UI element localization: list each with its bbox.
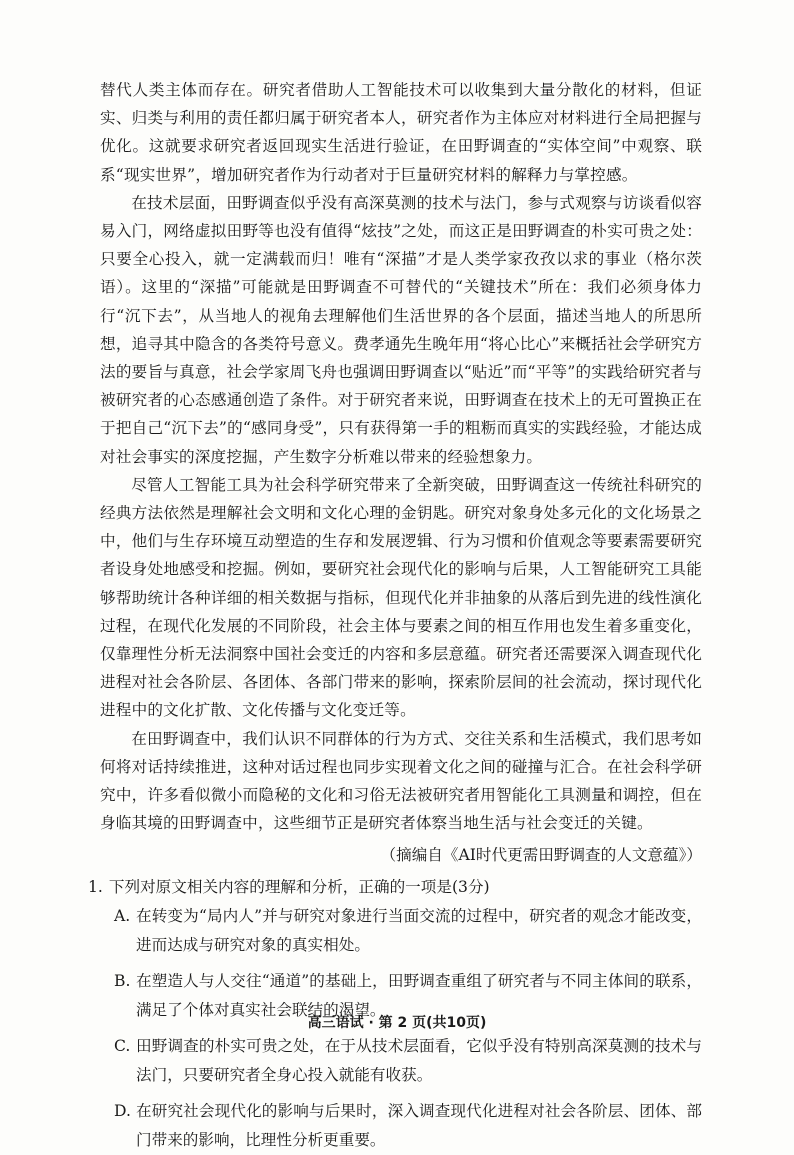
- passage-paragraph-4: 在田野调查中，我们认识不同群体的行为方式、交往关系和生活模式，我们思考如何将对话持续推进，这种对话过程也同步实现着文化之间的碰撞与汇合。在社会科学研究中，许多看似微小而隐秘的文化和习俗无法被研究者用智能化工具测量和调控，但在身临其境的田野调查中，这些细节正是研究者体察当地生活与社会变迁的关键。: [100, 729, 702, 833]
- option-d-text: 在研究社会现代化的影响与后果时，深入调查现代化进程对社会各阶层、团体、部门带来的影响，比理性分析更重要。: [136, 1102, 702, 1150]
- question-number: 1.: [88, 878, 103, 897]
- source-citation: （摘编自《AI时代更需田野调查的人文意蕴》）: [380, 846, 702, 865]
- option-c-text: 田野调查的朴实可贵之处，在于从技术层面看，它似乎没有特别高深莫测的技术与法门，只要研究者全身心投入就能有收获。: [136, 1037, 702, 1085]
- passage: [100, 76, 702, 837]
- passage-paragraph-3: 尽管人工智能工具为社会科学研究带来了全新突破，田野调查这一传统社科研究的经典方法依然是理解社会文明和文化心理的金钥匙。研究对象身处多元化的文化场景之中，他们与生存环境互动塑造的生存和发展逻辑、行为习惯和价值观念等要素需要研究者设身处地感受和挖掘。例如，要研究社会现代化的影响与后果，人工智能研究工具能够帮助统计各种详细的相关数据与指标，但现代化并非抽象的从落后到先进的线性演化过程，在现代化发展的不同阶段，社会主体与要素之间的相互作用也发生着多重变化，仅靠理性分析无法洞察中国社会变迁的内容和多层意蕴。研究者还需要深入调查现代化进程对社会各阶层、各团体、各部门带来的影响，探索阶层间的社会流动，探讨现代化进程中的文化扩散、文化传播与文化变迁等。: [100, 475, 702, 720]
- option-a-label: A.: [114, 907, 131, 926]
- option-b-text: 在塑造人与人交往“通道”的基础上，田野调查重组了研究者与不同主体间的联系，满足了个体对真实社会联结的渴望。: [136, 972, 702, 1020]
- passage-paragraph-2: 在技术层面，田野调查似乎没有高深莫测的技术与法门，参与式观察与访谈看似容易入门，网络虚拟田野等也没有值得“炫技”之处，而这正是田野调查的朴实可贵之处：只要全心投入，就一定满载而归！唯有“深描”才是人类学家孜孜以求的事业（格尔茨语）。这里的“深描”可能就是田野调查不可替代的“关键技术”所在：我们必须身体力行“沉下去”，从当地人的视角去理解他们生活世界的各个层面，描述当地人的所思所想，追寻其中隐含的各类符号意义。费孝通先生晚年用“将心比心”来概括社会学研究方法的要旨与真意，社会学家周飞舟也强调田野调查以“贴近”而“平等”的实践给研究者与被研究者的心态感通创造了条件。对于研究者来说，田野调查在技术上的无可置换正在于把自己“沉下去”的“感同身受”，只有获得第一手的粗粝而真实的实践经验，才能达成对社会事实的深度挖掘，产生数字分析难以带来的经验想象力。: [100, 193, 702, 466]
- option-a: [114, 902, 702, 960]
- question-stem-text: 下列对原文相关内容的理解和分析，正确的一项是(3分): [108, 878, 490, 897]
- option-d-label: D.: [114, 1102, 131, 1121]
- option-a-text: 在转变为“局内人”并与研究对象进行当面交流的过程中，研究者的观念才能改变，进而达成与研究对象的真实相处。: [136, 907, 702, 955]
- option-c-label: C.: [114, 1037, 131, 1056]
- option-c: [114, 1032, 702, 1090]
- passage-paragraph-1: 替代人类主体而存在。研究者借助人工智能技术可以收集到大量分散化的材料，但证实、归类与利用的责任都归属于研究者本人，研究者作为主体应对材料进行全局把握与优化。这就要求研究者返回现实生活进行验证，在田野调查的“实体空间”中观察、联系“现实世界”，增加研究者作为行动者对于巨量研究材料的解释力与掌控感。: [100, 81, 702, 184]
- page-footer: 高三语试 · 第 2 页(共10页): [307, 1015, 487, 1031]
- option-d: [114, 1097, 702, 1155]
- option-b-label: B.: [114, 972, 131, 991]
- question-stem: [88, 873, 702, 902]
